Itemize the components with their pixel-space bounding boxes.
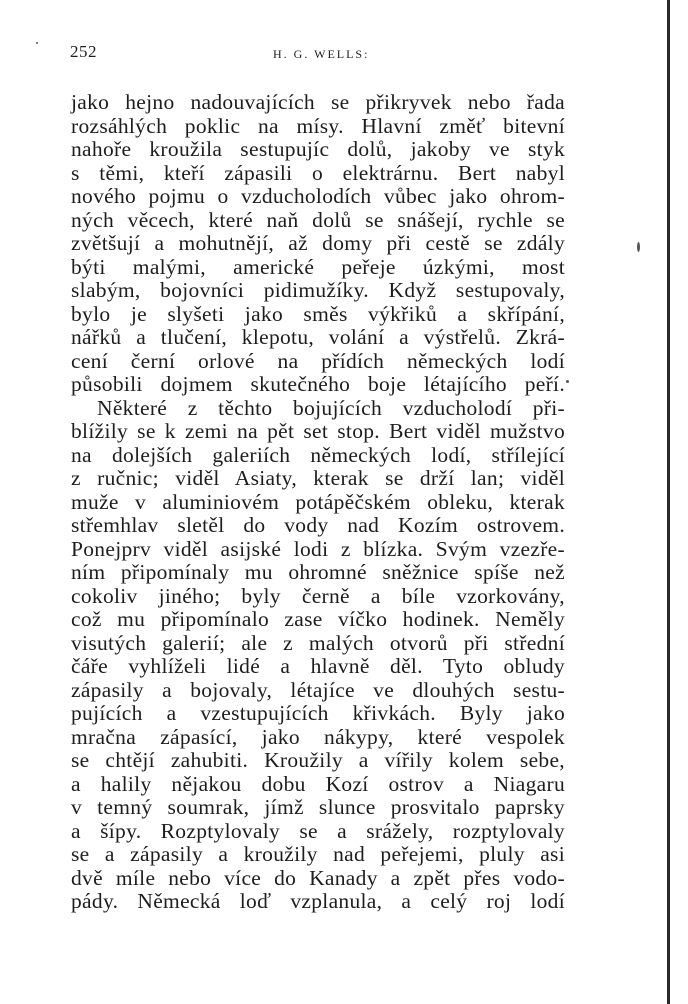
text-line: nahoře kroužila sestupujíc dolů, jakoby ve styk [71,137,565,161]
text-line: muže v aluminiovém potápěčském obleku, kterak [71,489,565,514]
text-line: visutých galerií; ale z malých otvorů při střední [71,630,565,655]
text-line: rozsáhlých poklic na mísy. Hlavní změť bitevní [71,113,565,138]
paragraph-first-line: Některé z těchto bojujících vzducholodí při- [97,395,565,420]
text-line: z ručnic; viděl Asiaty, kterak se drží lan; viděl [71,466,565,490]
text-line: bylo je slyšeti jako směs výkřiků a skřípání, [71,301,565,326]
text-line: se a zápasily a kroužily nad peřejemi, pluly asi [71,842,565,866]
text-line: jako hejno nadouvajících se přikryvek nebo řada [71,90,565,114]
body-text [71,91,565,914]
text-line: dvě míle nebo více do Kanady a zpět přes vodo- [71,865,565,890]
text-line: mračna zápasící, jako nákypy, které vespolek [71,724,565,749]
text-line: Ponejprv viděl asijské lodi z blízka. Svým vzezře- [71,536,565,561]
text-line: cokoliv jiného; byly černě a bíle vzorkovány, [71,583,565,608]
text-line: ných věcech, které naň dolů se snášejí, rychle se [71,207,565,232]
page-header [70,42,565,66]
page-edge-line [667,0,670,1004]
text-line: blížily se k zemi na pět set stop. Bert viděl mužstvo [71,419,565,443]
text-line: nového pojmu o vzducholodích vůbec jako ohrom- [71,184,565,208]
page-number: 252 [70,42,97,61]
text-line: pády. Německá loď vzplanula, a celý roj lodí [71,889,565,913]
scan-speck [637,242,640,252]
text-line: ním připomínaly mu ohromné sněžnice spíše než [71,560,565,584]
running-title: H. G. WELLS: [273,47,370,61]
text-line: a halily nějakou dobu Kozí ostrov a Niagaru [71,771,565,796]
text-line: a šípy. Rozptylovaly se a srážely, rozptylovaly [71,818,565,843]
text-line: na dolejších galeriích německých lodí, střílející [71,442,565,467]
text-line: což mu připomínalo zase víčko hodinek. Neměly [71,607,565,631]
text-line: zvětšují a mohutnějí, až domy při cestě se zdály [71,231,565,255]
text-line: slabým, bojovníci pidimužíky. Když sestupovaly, [71,278,565,302]
text-line: býti malými, americké peřeje úzkými, most [71,254,565,279]
text-line: nářků a tlučení, klepotu, volání a výstřelů. Zkrá- [71,325,565,349]
text-line: čáře vyhlíželi lidé a hlavně děl. Tyto obludy [71,654,565,678]
text-line: cení černí orlové na přídích německých lodí [71,348,565,373]
scan-speck [36,42,38,44]
text-line: zápasily a bojovaly, létajíce ve dlouhých sestu- [71,677,565,702]
text-line: působili dojmem skutečného boje létajícího peří. [71,372,565,396]
text-line: pujících a vzestupujících křivkách. Byly jako [71,701,565,725]
scan-speck [566,380,569,383]
text-line: s těmi, kteří zápasili o elektrárnu. Bert nabyl [71,160,565,185]
text-line: se chtějí zahubiti. Kroužily a vířily kolem sebe, [71,748,565,772]
text-line: střemhlav sletěl do vody nad Kozím ostrovem. [71,513,565,537]
page-margin [670,0,688,1004]
text-line: v temný soumrak, jímž slunce prosvitalo paprsky [71,795,565,819]
